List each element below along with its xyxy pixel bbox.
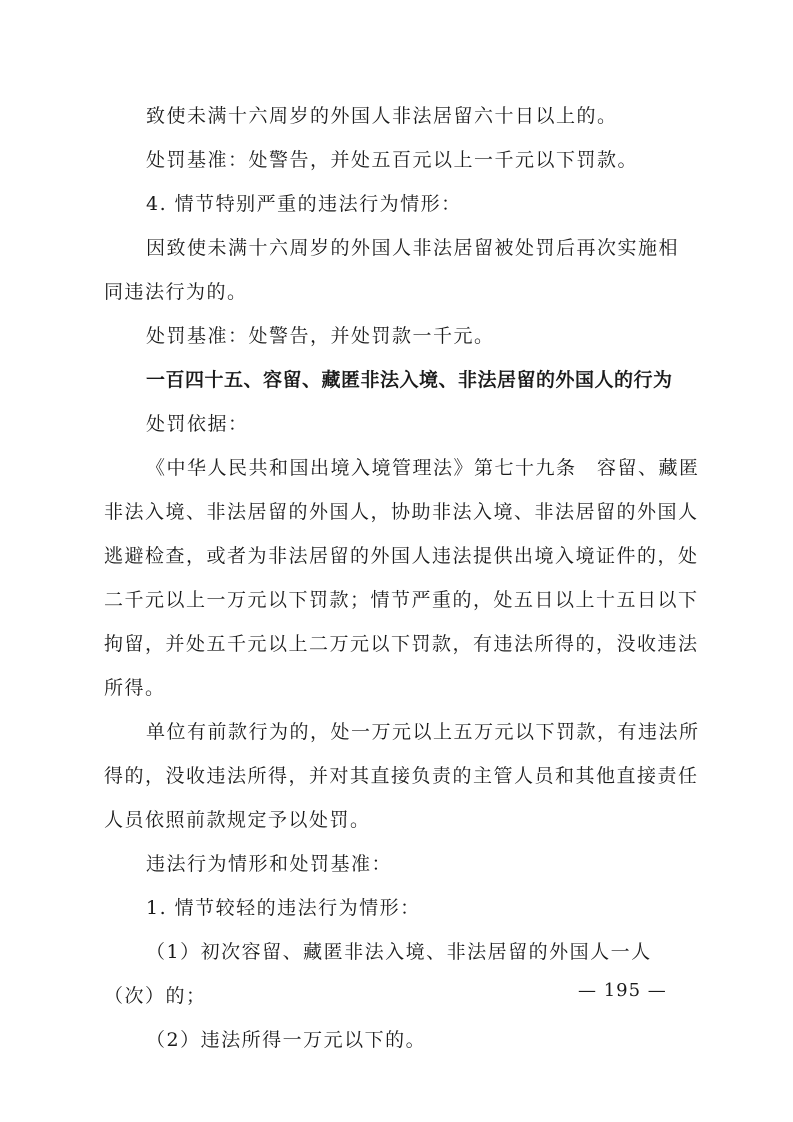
text-line: 处罚依据： <box>146 413 249 435</box>
text-line: 《中华人民共和国出境入境管理法》第七十九条 容留、藏匿 <box>146 457 700 479</box>
text-line: 同违法行为的。 <box>104 281 248 303</box>
text-line: （2）违法所得一万元以下的。 <box>146 1029 427 1051</box>
text-line: 致使未满十六周岁的外国人非法居留六十日以上的。 <box>146 105 618 127</box>
text-line: 人员依照前款规定予以处罚。 <box>104 809 371 831</box>
section-heading: 一百四十五、容留、藏匿非法入境、非法居留的外国人的行为 <box>146 369 673 391</box>
text-line: 1. 情节较轻的违法行为情形： <box>146 897 421 919</box>
text-line: 因致使未满十六周岁的外国人非法居留被处罚后再次实施相 <box>146 237 680 259</box>
text-line: 逃避检查，或者为非法居留的外国人违法提供出境入境证件的，处 <box>104 545 699 567</box>
text-line: 所得。 <box>104 677 166 699</box>
page-number: — 195 — <box>578 980 667 1001</box>
text-line: 非法入境、非法居留的外国人，协助非法入境、非法居留的外国人 <box>104 501 699 523</box>
text-line: （次）的； <box>104 985 207 1007</box>
text-line: 处罚基准：处警告，并处罚款一千元。 <box>146 325 495 347</box>
text-line: 得的，没收违法所得，并对其直接负责的主管人员和其他直接责任 <box>104 765 699 787</box>
text-line: （1）初次容留、藏匿非法入境、非法居留的外国人一人 <box>146 941 652 963</box>
text-line: 单位有前款行为的，处一万元以上五万元以下罚款，有违法所 <box>146 721 700 743</box>
text-line: 处罚基准：处警告，并处五百元以上一千元以下罚款。 <box>146 149 639 171</box>
text-line: 二千元以上一万元以下罚款；情节严重的，处五日以上十五日以下 <box>104 589 699 611</box>
text-line: 4. 情节特别严重的违法行为情形： <box>146 193 462 215</box>
text-line: 违法行为情形和处罚基准： <box>146 853 393 875</box>
text-line: 拘留，并处五千元以上二万元以下罚款，有违法所得的，没收违法 <box>104 633 699 655</box>
